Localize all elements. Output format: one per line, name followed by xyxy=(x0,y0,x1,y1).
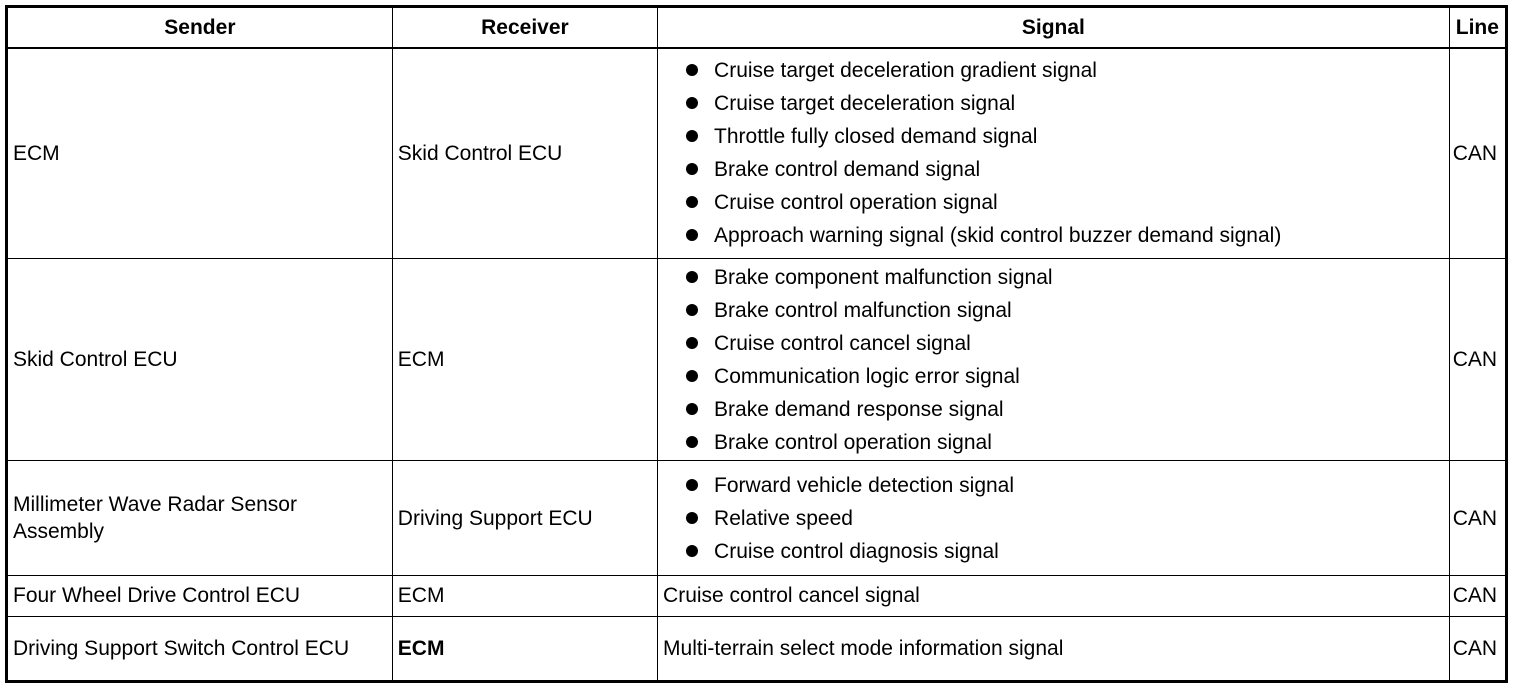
header-row xyxy=(7,7,1507,49)
line-cell: CAN xyxy=(1449,258,1506,460)
signal-item: Brake component malfunction signal xyxy=(686,261,1449,294)
signal-cell xyxy=(658,48,1450,258)
signal-item: Cruise target deceleration signal xyxy=(686,87,1449,120)
header-receiver: Receiver xyxy=(392,7,657,49)
table-row xyxy=(7,617,1507,682)
header-line: Line xyxy=(1449,7,1506,49)
table-row xyxy=(7,258,1507,460)
signal-item: Approach warning signal (skid control buzzer demand signal) xyxy=(686,219,1449,252)
line-cell: CAN xyxy=(1449,617,1506,682)
signal-item: Relative speed xyxy=(686,502,1449,535)
receiver-cell: ECM xyxy=(392,617,657,682)
signal-list xyxy=(663,469,1449,568)
signal-list xyxy=(663,261,1449,459)
line-cell: CAN xyxy=(1449,575,1506,616)
table-row xyxy=(7,575,1507,616)
signal-list xyxy=(663,54,1449,252)
sender-cell: ECM xyxy=(7,48,393,258)
signal-item: Brake demand response signal xyxy=(686,393,1449,426)
signal-item: Cruise control diagnosis signal xyxy=(686,535,1449,568)
signal-item: Brake control malfunction signal xyxy=(686,294,1449,327)
signal-item: Communication logic error signal xyxy=(686,360,1449,393)
signal-cell xyxy=(658,258,1450,460)
signal-item: Brake control operation signal xyxy=(686,426,1449,459)
signal-table xyxy=(5,5,1508,683)
sender-cell: Four Wheel Drive Control ECU xyxy=(7,575,393,616)
line-cell: CAN xyxy=(1449,461,1506,575)
signal-item: Cruise target deceleration gradient signal xyxy=(686,54,1449,87)
signal-cell: Multi-terrain select mode information signal xyxy=(658,617,1450,682)
header-signal: Signal xyxy=(658,7,1450,49)
sender-cell: Millimeter Wave Radar Sensor Assembly xyxy=(7,461,393,575)
signal-item: Throttle fully closed demand signal xyxy=(686,120,1449,153)
receiver-cell: Driving Support ECU xyxy=(392,461,657,575)
receiver-cell: Skid Control ECU xyxy=(392,48,657,258)
table-row xyxy=(7,461,1507,575)
sender-cell: Driving Support Switch Control ECU xyxy=(7,617,393,682)
signal-item: Brake control demand signal xyxy=(686,153,1449,186)
sender-cell: Skid Control ECU xyxy=(7,258,393,460)
signal-item: Cruise control cancel signal xyxy=(686,327,1449,360)
signal-item: Cruise control operation signal xyxy=(686,186,1449,219)
line-cell: CAN xyxy=(1449,48,1506,258)
receiver-cell: ECM xyxy=(392,258,657,460)
signal-item: Forward vehicle detection signal xyxy=(686,469,1449,502)
table-row xyxy=(7,48,1507,258)
receiver-cell: ECM xyxy=(392,575,657,616)
signal-cell: Cruise control cancel signal xyxy=(658,575,1450,616)
signal-cell xyxy=(658,461,1450,575)
header-sender: Sender xyxy=(7,7,393,49)
